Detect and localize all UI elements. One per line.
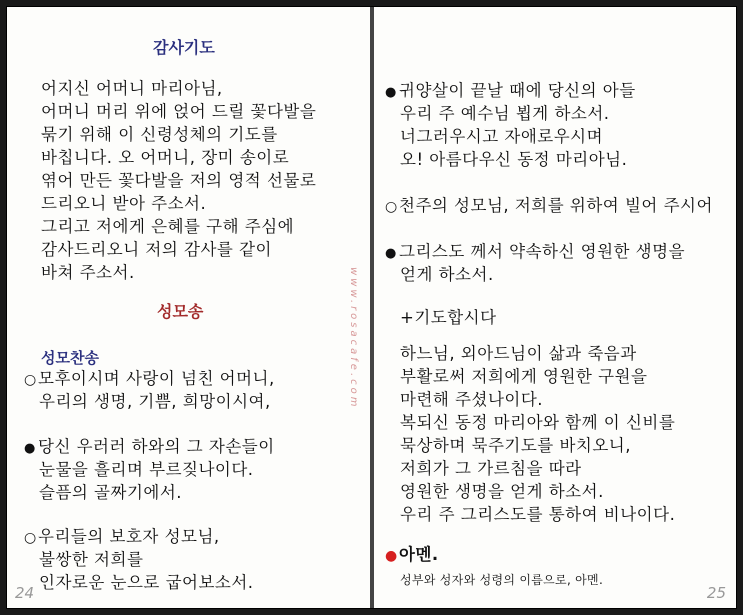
amen-line: ●아멘. xyxy=(385,545,439,564)
prayer-line: 영원한 생명을 얻게 하소서. xyxy=(400,482,604,501)
intro-line: 감사드리오니 저의 감사를 같이 xyxy=(41,240,272,259)
verse-line: ● 귀양살이 끝날 때에 당신의 아들 xyxy=(386,81,636,103)
verse-line: 우리의 생명, 기쁨, 희망이시여, xyxy=(39,392,271,411)
page-number: 24 xyxy=(15,584,35,602)
intro-line: 어머니 머리 위에 얹어 드릴 꽃다발을 xyxy=(41,102,317,121)
intro-line: 어지신 어머니 마리아님, xyxy=(41,79,223,98)
verse-line: 얻게 하소서. xyxy=(400,265,494,284)
left-page xyxy=(7,7,370,608)
filled-circle-icon: ● xyxy=(24,441,36,456)
verse-line: 눈물을 흘리며 부르짖나이다. xyxy=(39,460,254,479)
intro-line: 그리고 저에게 은혜를 구해 주심에 xyxy=(41,217,295,236)
prayer-line: 부활로써 저희에게 영원한 구원을 xyxy=(400,367,648,386)
prayer-line: 하느님, 외아드님이 삶과 죽음과 xyxy=(400,344,637,363)
watermark: www.rosacafe.com xyxy=(348,267,359,410)
prayer-line: 저희가 그 가르침을 따라 xyxy=(400,459,582,478)
verse-line: 불쌍한 저희를 xyxy=(39,550,144,569)
right-page xyxy=(374,7,736,608)
verse-line: ○우리들의 보호자 성모님, xyxy=(24,527,220,546)
verse-line: ○모후이시며 사랑이 넘친 어머니, xyxy=(24,369,275,388)
page-title: 감사기도 xyxy=(153,38,215,57)
prayer-call: +기도합시다 xyxy=(400,308,497,327)
verse-line: 너그러우시고 자애로우시며 xyxy=(400,127,604,146)
verse-line: ● 그리스도 께서 약속하신 영원한 생명을 xyxy=(386,242,685,264)
red-circle-icon: ● xyxy=(385,548,398,564)
intro-line: 바쳐 주소서. xyxy=(41,263,135,282)
prayer-line: 묵상하며 묵주기도를 바치오니, xyxy=(400,436,631,455)
closing-line: 성부와 성자와 성령의 이름으로, 아멘. xyxy=(400,573,604,587)
subsection-title: 성모찬송 xyxy=(41,349,99,367)
verse-line: ● 당신 우러러 하와의 그 자손들이 xyxy=(25,437,275,459)
verse-line: 인자로운 눈으로 굽어보소서. xyxy=(39,573,254,592)
intro-line: 엮어 만든 꽃다발을 저의 영적 선물로 xyxy=(41,171,317,190)
hollow-circle-icon: ○ xyxy=(24,372,37,388)
intro-line: 바칩니다. 오 어머니, 장미 송이로 xyxy=(41,148,290,167)
section-title: 성모송 xyxy=(157,302,204,321)
prayer-line: 마련해 주셨나이다. xyxy=(400,390,544,409)
page-number: 25 xyxy=(706,584,726,602)
filled-circle-icon: ● xyxy=(385,85,397,100)
prayer-line: 우리 주 그리스도를 통하여 비나이다. xyxy=(400,505,676,524)
prayer-line: 복되신 동정 마리아와 함께 이 신비를 xyxy=(400,413,676,432)
intro-line: 묶기 위해 이 신령성체의 기도를 xyxy=(41,125,278,144)
hollow-circle-icon: ○ xyxy=(24,530,37,546)
intro-line: 드리오니 받아 주소서. xyxy=(41,194,207,213)
filled-circle-icon: ● xyxy=(385,246,397,261)
hollow-circle-icon: ○ xyxy=(385,199,398,215)
verse-line: 슬픔의 골짜기에서. xyxy=(39,483,183,502)
prayer-book-spread xyxy=(6,6,737,609)
verse-line: ○천주의 성모님, 저희를 위하여 빌어 주시어 xyxy=(385,196,713,215)
verse-line: 오! 아름다우신 동정 마리아님. xyxy=(400,150,628,169)
verse-line: 우리 주 예수님 뵙게 하소서. xyxy=(400,104,610,123)
